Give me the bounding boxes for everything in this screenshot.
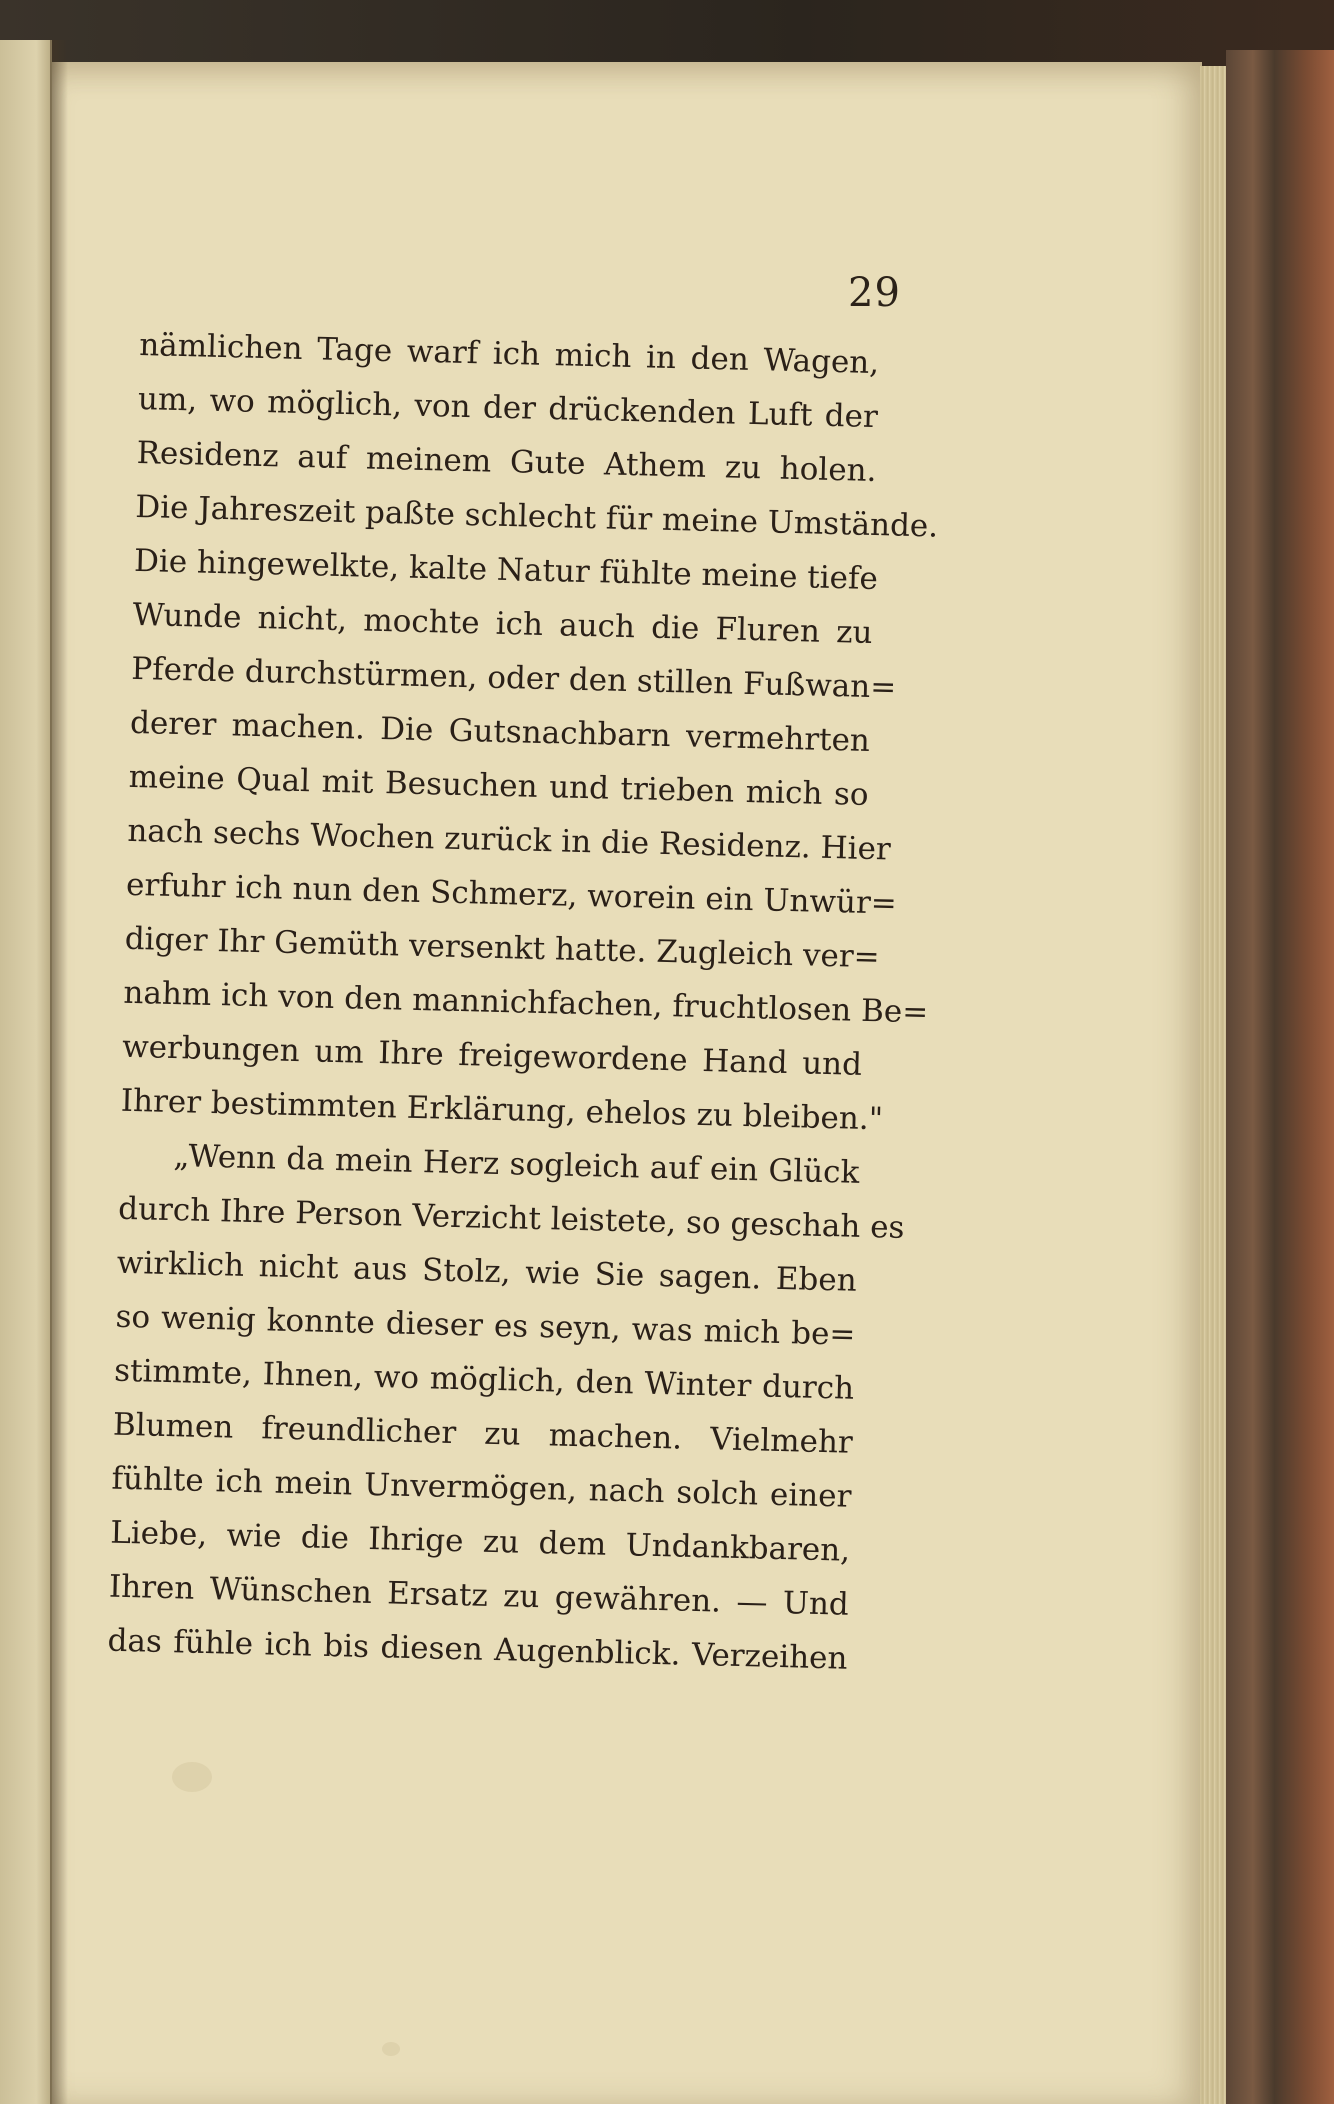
text-line: Blumen freundlicher zu machen. Vielmehr (112, 1406, 854, 1461)
text-line: nach sechs Wochen zurück in die Residenz. Hier (127, 812, 892, 868)
page-number: 29 (848, 270, 901, 316)
text-line: Die hingewelkte, kalte Natur fühlte meine tiefe (133, 542, 879, 598)
book-cover-edge (1226, 50, 1334, 2104)
page-edges (1200, 66, 1226, 2104)
text-line: fühlte ich mein Unvermögen, nach solch einer (111, 1460, 852, 1515)
left-page-edge (0, 40, 52, 2104)
text-line: „Wenn da mein Herz sogleich auf ein Glück (173, 1138, 860, 1191)
text-line: um, wo möglich, von der drückenden Luft der (137, 380, 879, 436)
text-line: erfuhr ich nun den Schmerz, worein ein Unwür= (125, 866, 898, 922)
text-line: Die Jahreszeit paßte schlecht für meine Umstände. (134, 488, 939, 545)
text-line: so wenig konnte dieser es seyn, was mich be= (115, 1298, 856, 1353)
text-line: wirklich nicht aus Stolz, wie Sie sagen. Eben (116, 1244, 858, 1299)
gutter-shadow (50, 40, 68, 2104)
paper-stain (382, 2042, 400, 2056)
text-line: nämlichen Tage warf ich mich in den Wagen, (138, 326, 880, 382)
text-line: Ihren Wünschen Ersatz zu gewähren. — Und (108, 1568, 850, 1623)
text-line: diger Ihr Gemüth versenkt hatte. Zugleich ver= (124, 920, 881, 976)
text-line: nahm ich von den mannichfachen, fruchtlosen Be= (123, 974, 929, 1031)
text-line: werbungen um Ihre freigewordene Hand und (121, 1028, 863, 1083)
text-line: Residenz auf meinem Gute Athem zu holen. (136, 434, 877, 490)
text-line: das fühle ich bis diesen Augenblick. Verzeihen (107, 1622, 848, 1677)
text-line: Pferde durchstürmen, oder den stillen Fußwan= (130, 650, 897, 706)
text-line: durch Ihre Person Verzicht leistete, so geschah es (117, 1190, 905, 1246)
text-line: meine Qual mit Besuchen und trieben mich so (128, 758, 870, 813)
text-line: Ihrer bestimmten Erklärung, ehelos zu bleiben." (120, 1082, 884, 1138)
text-line: derer machen. Die Gutsnachbarn vermehrten (129, 704, 871, 759)
paper-stain (172, 1762, 212, 1792)
text-line: Liebe, wie die Ihrige zu dem Undankbaren, (109, 1514, 851, 1569)
body-text (107, 318, 939, 1686)
text-line: stimmte, Ihnen, wo möglich, den Winter durch (113, 1352, 855, 1407)
text-line: Wunde nicht, mochte ich auch die Fluren zu (132, 596, 873, 651)
